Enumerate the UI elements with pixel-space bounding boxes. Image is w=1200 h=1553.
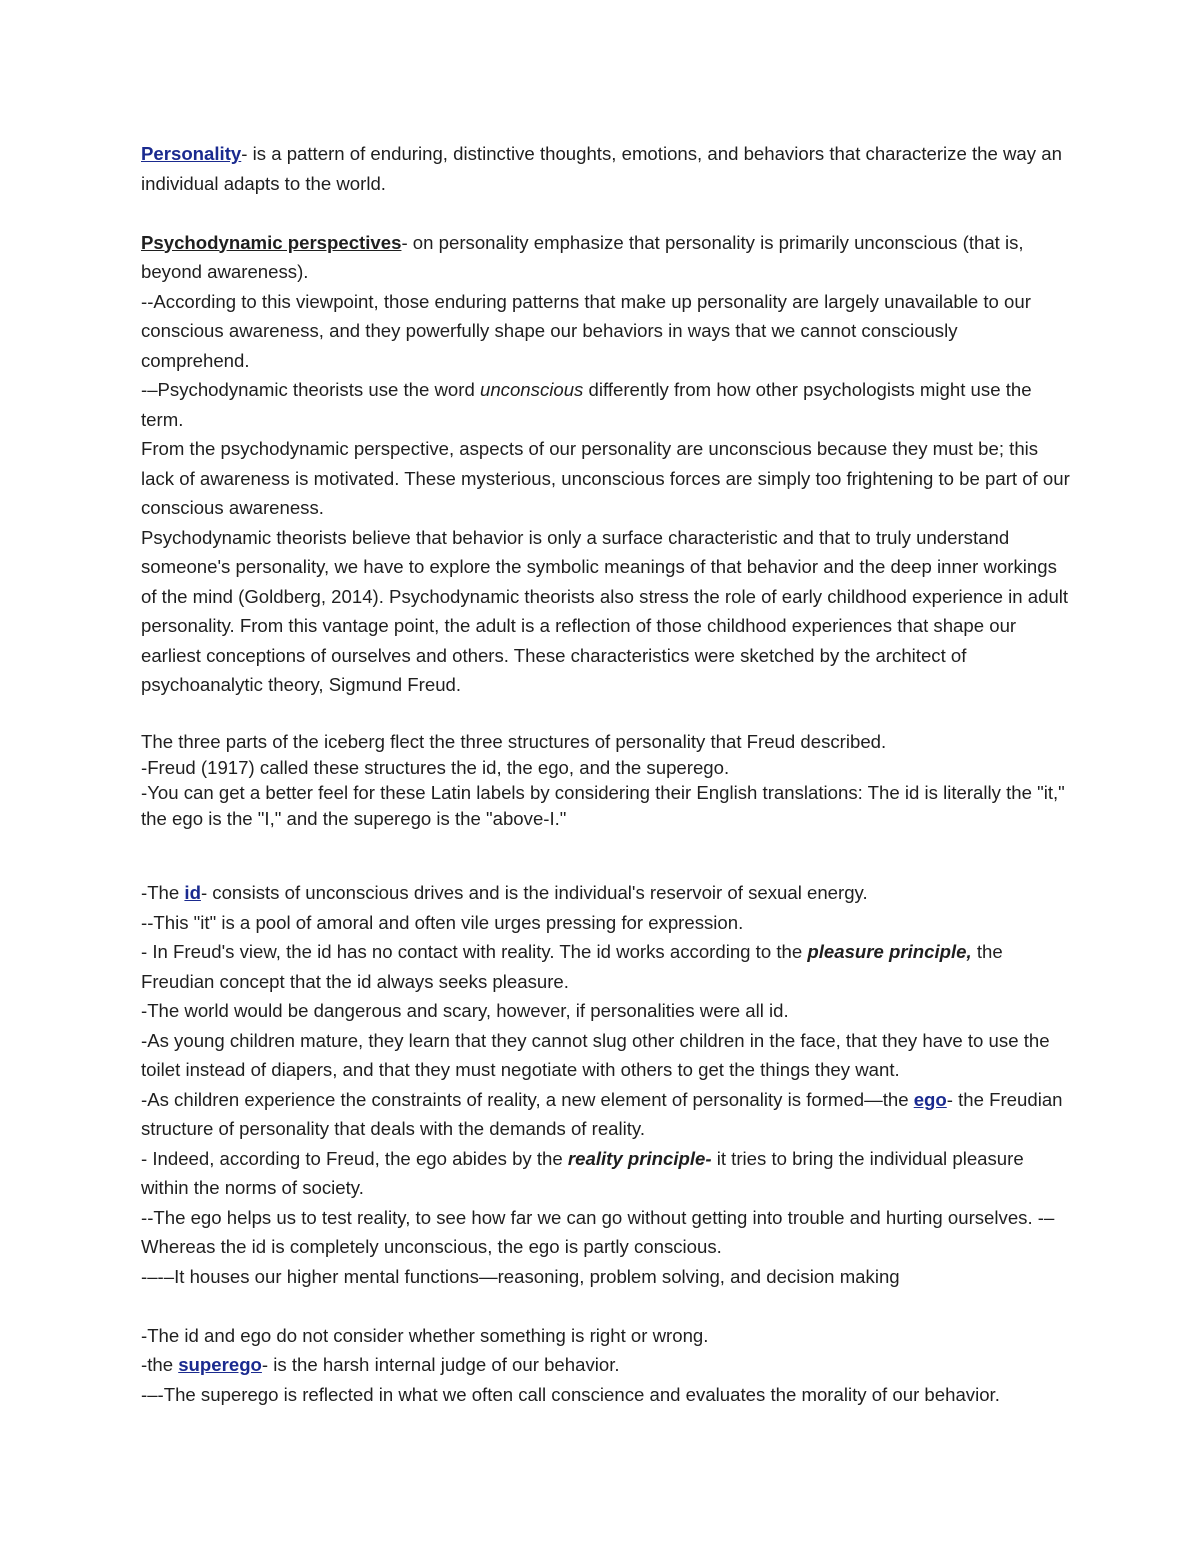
paragraph-it-pool: --This "it" is a pool of amoral and often vile urges pressing for expression. bbox=[141, 911, 744, 933]
paragraph-ego-definition bbox=[141, 1085, 1070, 1144]
term-personality-link[interactable]: Personality bbox=[141, 143, 242, 164]
paragraph-viewpoint: --According to this viewpoint, those enduring patterns that make up personality are largely unavailable to our conscious awareness, and they powerfully shape our behaviors in ways that we cannot consciously comprehend. bbox=[141, 290, 1037, 371]
paragraph-test-reality: --The ego helps us to test reality, to see how far we can go without getting into trouble and hurting ourselves. -–Whereas the id is completely unconscious, the ego is partly conscious. bbox=[141, 1206, 1055, 1257]
paragraph-motivated-unawareness: From the psychodynamic perspective, aspects of our personality are unconscious because they must be; this lack of awareness is motivated. These mysterious, unconscious forces are simply too frightening to be part of our conscious awareness. bbox=[141, 438, 1075, 518]
paragraph-text: the Freudian concept that the id always seeks pleasure. bbox=[141, 941, 1008, 992]
paragraph-right-or-wrong: -The id and ego do not consider whether something is right or wrong. bbox=[141, 1324, 709, 1346]
paragraph-iceberg: The three parts of the iceberg flect the three structures of personality that Freud described. bbox=[141, 731, 887, 752]
paragraph-text: - on personality emphasize that personality is primarily unconscious (that is, beyond awareness). bbox=[141, 231, 1029, 282]
paragraph-children-mature: -As young children mature, they learn that they cannot slug other children in the face, that they have to use the toilet instead of diapers, and that they must negotiate with others to get the things they want. bbox=[141, 1029, 1055, 1080]
paragraph-text: - is the harsh internal judge of our behavior. bbox=[261, 1354, 620, 1375]
paragraph-conscience: -–-The superego is reflected in what we often call conscience and evaluates the morality of our behavior. bbox=[141, 1383, 1000, 1405]
term-ego-link[interactable]: ego bbox=[913, 1088, 947, 1110]
paragraph-superego-definition bbox=[141, 1350, 1070, 1380]
term-id-link[interactable]: id bbox=[184, 882, 201, 903]
term-pleasure-principle: pleasure principle, bbox=[807, 941, 972, 962]
paragraph-text: -–Psychodynamic theorists use the word bbox=[141, 379, 480, 400]
paragraph-text: -The bbox=[141, 882, 185, 903]
term-psychodynamic-perspectives: Psychodynamic perspectives bbox=[141, 231, 402, 253]
paragraph-text: - In Freud's view, the id has no contact with reality. The id works according to the bbox=[141, 941, 808, 962]
paragraph-text: - Indeed, according to Freud, the ego abides by the bbox=[141, 1147, 568, 1169]
italic-unconscious: unconscious bbox=[479, 379, 584, 400]
paragraph-surface-characteristic: Psychodynamic theorists believe that behavior is only a surface characteristic and that to truly understand someone's personality, we have to explore the symbolic meanings of that behavior and the deep inner workings of the mind (Goldberg, 2014). Psychodynamic theorists also stress the role of early childhood experience in adult personality. From this vantage point, the adult is a reflection of those childhood experiences that shape our earliest conceptions of ourselves and others. These characteristics were sketched by the architect of psychoanalytic theory, Sigmund Freud. bbox=[141, 526, 1074, 695]
paragraph-psychodynamic-definition bbox=[141, 228, 1070, 287]
paragraph-pleasure-principle bbox=[141, 937, 1070, 996]
paragraph-personality-definition bbox=[141, 139, 1070, 198]
paragraph-text: it tries to bring the individual pleasure within the norms of society. bbox=[141, 1147, 1029, 1198]
term-reality-principle: reality principle- bbox=[567, 1147, 712, 1169]
paragraph-text: -As children experience the constraints of reality, a new element of personality is formed—the bbox=[141, 1088, 914, 1110]
paragraph-higher-functions: -–-–It houses our higher mental functions—reasoning, problem solving, and decision making bbox=[141, 1265, 900, 1287]
term-superego-link[interactable]: superego bbox=[178, 1354, 262, 1375]
paragraph-text: - the Freudian structure of personality that deals with the demands of reality. bbox=[141, 1088, 1068, 1139]
paragraph-unconscious-word bbox=[141, 375, 1070, 434]
paragraph-text: differently from how other psychologists might use the term. bbox=[141, 379, 1037, 430]
paragraph-spacer bbox=[141, 700, 1070, 730]
paragraph-spacer bbox=[141, 1291, 1070, 1321]
paragraph-reality-principle bbox=[141, 1144, 1070, 1203]
paragraph-text: - consists of unconscious drives and is the individual's reservoir of sexual energy. bbox=[200, 882, 868, 903]
paragraph-dangerous-world: -The world would be dangerous and scary, however, if personalities were all id. bbox=[141, 1000, 789, 1021]
iceberg-section bbox=[141, 729, 1070, 831]
paragraph-spacer bbox=[141, 198, 1070, 228]
paragraph-text: - is a pattern of enduring, distinctive thoughts, emotions, and behaviors that characterize the way an individual adapts to the world. bbox=[141, 143, 1068, 194]
paragraph-spacer bbox=[141, 831, 1070, 878]
paragraph-text: -the bbox=[141, 1354, 179, 1375]
paragraph-id-definition bbox=[141, 878, 1070, 908]
paragraph-latin-labels: -You can get a better feel for these Latin labels by considering their English translations: The id is literally the "it," the ego is the "I," and the superego is the "above-I." bbox=[141, 782, 1070, 829]
paragraph-freud-structures: -Freud (1917) called these structures the id, the ego, and the superego. bbox=[141, 756, 730, 778]
